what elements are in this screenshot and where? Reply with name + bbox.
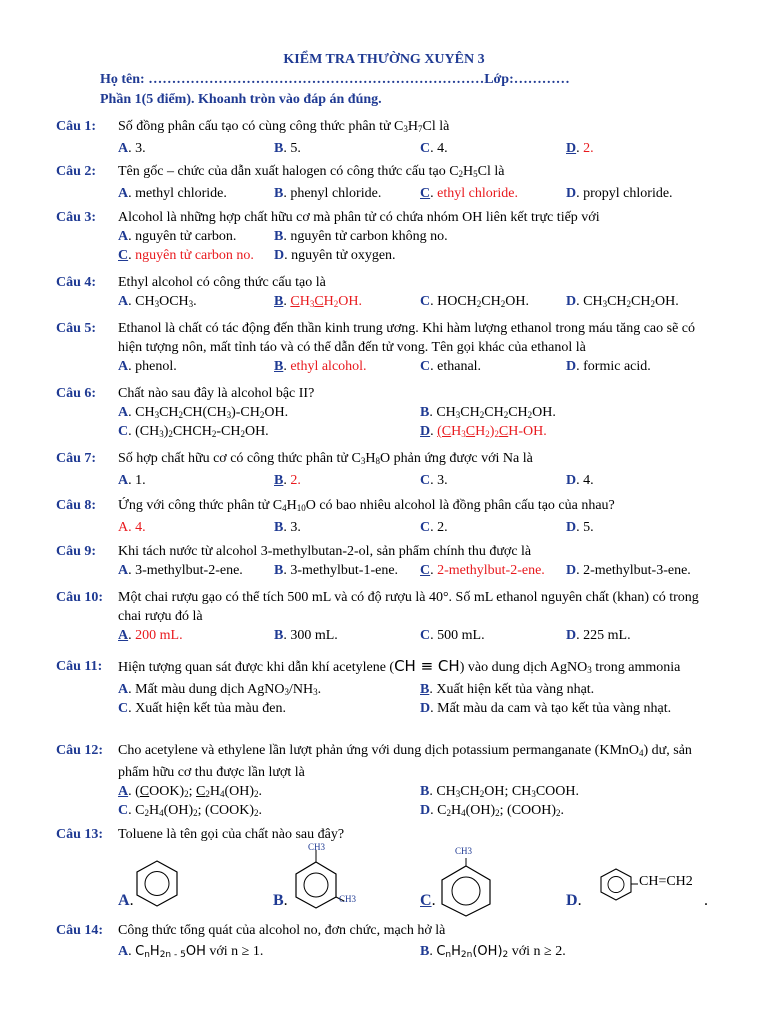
option-a-answer[interactable]: A. $(COOK)_2$; $C_2H_4(OH)_2$. — [118, 784, 263, 799]
option-a-answer[interactable]: A. 4. — [118, 520, 146, 535]
option-c[interactable]: C. $HOCH_2CH_2OH$. — [420, 294, 529, 309]
question-5: Câu 5: Ethanol là chất có tác động đến thần kinh trung ương. Khi hàm lượng ethanol trong máu tăng cao sẽ có hiện tượng nôn, mất tỉnh táo và có thể dẫn đến tử vong. Tên gọi khác của ethanol là A. phenol. B. ethyl alcohol. C. ethanal. D. formic acid. — [56, 319, 716, 376]
toluene-structure — [435, 856, 497, 918]
option-c[interactable]: C. 4. — [420, 141, 448, 156]
option-b-answer[interactable]: B. 2. — [274, 473, 301, 488]
option-d-answer[interactable]: D. $(CH_3CH_2)_2CH-OH$. — [420, 424, 547, 439]
option-d[interactable]: D. 4. — [566, 473, 594, 488]
option-a[interactable]: A. 3-methylbut-2-ene. — [118, 563, 243, 578]
option-d[interactable]: D. propyl chloride. — [566, 186, 673, 201]
question-1 — [56, 117, 716, 158]
option-b[interactable]: B. nguyên tử carbon không no. — [274, 229, 448, 244]
part-label: Phần 1 — [100, 92, 142, 107]
option-b[interactable]: B. $C_nH_{2n}(OH)_2$ với n ≥ 2. — [420, 944, 566, 960]
option-c-answer[interactable]: C. — [420, 892, 436, 909]
option-c[interactable]: C. 500 mL. — [420, 628, 485, 643]
option-a[interactable]: A. $CH_3OCH_3$. — [118, 294, 197, 309]
option-a[interactable]: A. — [118, 892, 134, 909]
question-text: Tên gốc – chức của dẫn xuất halogen có công thức cấu tạo $C_2H_5Cl$ là — [118, 164, 505, 179]
option-b[interactable]: B. $CH_3CH_2OH$; $CH_3COOH$. — [420, 784, 579, 799]
question-10: Câu 10: Một chai rượu gạo có thể tích 500 mL và có độ rượu là 40°. Số mL ethanol nguyên chất (khan) có trong chai rượu đó là A. 200 mL. B. 300 mL. C. 500 mL. D. 225 mL. — [56, 588, 716, 645]
question-text: Số đồng phân cấu tạo có cùng công thức phân tử $C_3H_7Cl$ là — [118, 119, 450, 134]
option-b-answer[interactable]: B. ethyl alcohol. — [274, 359, 367, 374]
option-c[interactable]: C. 2. — [420, 520, 448, 535]
option-d[interactable]: D. $CH_3CH_2CH_2OH$. — [566, 294, 679, 309]
methyl-label: CH3 — [339, 894, 357, 904]
option-d[interactable]: D. formic acid. — [566, 359, 651, 374]
option-d[interactable]: D. 2-methylbut-3-ene. — [566, 563, 691, 578]
question-text: Ethyl alcohol có công thức cấu tạo là — [118, 275, 326, 290]
question-text: Ethanol là chất có tác động đến thần kinh trung ương. Khi hàm lượng ethanol trong máu tăng cao sẽ có hiện tượng nôn, mất tỉnh táo và có thể dẫn đến tử vong. Tên gọi khác của ethanol là — [118, 321, 696, 355]
question-text: Số hợp chất hữu cơ có công thức phân tử $C_3H_8O$ phản ứng được với Na là — [118, 451, 533, 466]
question-2: Câu 2: Tên gốc – chức của dẫn xuất halogen có công thức cấu tạo $C_2H_5Cl$ là A. methyl chloride. B. phenyl chloride. C. ethyl chloride. D. propyl chloride. — [56, 162, 716, 203]
option-c[interactable]: C. $C_2H_4(OH)_2$; $(COOK)_2$. — [118, 803, 263, 818]
styrene-structure — [596, 867, 640, 901]
option-b[interactable]: B. 5. — [274, 141, 301, 156]
option-a[interactable]: A. $C_nH_{2n - 5}OH$ với n ≥ 1. — [118, 944, 264, 960]
option-a[interactable]: A. nguyên tử carbon. — [118, 229, 237, 244]
part-points: (5 điểm) — [141, 92, 192, 107]
question-text: Alcohol là những hợp chất hữu cơ mà phân tử có chứa nhóm OH liên kết trực tiếp với — [118, 210, 600, 225]
option-a[interactable]: A. methyl chloride. — [118, 186, 227, 201]
option-b[interactable]: B. phenyl chloride. — [274, 186, 382, 201]
option-b-answer[interactable]: B. $CH_3CH_2OH$. — [274, 294, 363, 309]
methyl-label: CH3 — [308, 842, 326, 852]
part-heading — [100, 92, 382, 108]
option-c[interactable]: C. ethanal. — [420, 359, 482, 374]
option-a[interactable]: A. phenol. — [118, 359, 177, 374]
option-a[interactable]: A. Mất màu dung dịch $AgNO_3/NH_3$. — [118, 682, 322, 697]
option-b-answer[interactable]: B. Xuất hiện kết tủa vàng nhạt. — [420, 682, 595, 697]
option-c-answer[interactable]: C. 2-methylbut-2-ene. — [420, 563, 545, 578]
exam-title: KIỂM TRA THƯỜNG XUYÊN 3 — [283, 52, 485, 67]
option-d[interactable]: D. — [566, 892, 582, 909]
option-c[interactable]: C. 3. — [420, 473, 448, 488]
option-c-answer[interactable]: C. ethyl chloride. — [420, 186, 518, 201]
acetylene-formula: CH ≡ CH — [394, 657, 460, 675]
question-4: Câu 4: Ethyl alcohol có công thức cấu tạo là A. $CH_3OCH_3$. B. $CH_3CH_2OH$. C. $HOCH_2CH_2OH$. D. $CH_3CH_2CH_2OH$. — [56, 273, 716, 311]
option-d[interactable]: D. nguyên tử oxygen. — [274, 248, 396, 263]
option-a-answer[interactable]: A. 200 mL. — [118, 628, 183, 643]
option-c[interactable]: C. $(CH_3)_2CHCH_2-CH_2OH$. — [118, 424, 269, 439]
question-text: Công thức tổng quát của alcohol no, đơn chức, mạch hở là — [118, 923, 446, 938]
question-text: Chất nào sau đây là alcohol bậc II? — [118, 386, 315, 401]
question-14: Câu 14: Công thức tổng quát của alcohol no, đơn chức, mạch hở là — [56, 921, 716, 940]
question-text: Toluene là tên gọi của chất nào sau đây? — [118, 827, 345, 842]
question-text: Hiện tượng quan sát được khi dẫn khí acetylene (CH ≡ CH) vào dung dịch AgNO$_3$ trong ammonia — [118, 657, 681, 675]
part-instruction: . Khoanh tròn vào đáp án đúng. — [191, 92, 382, 107]
question-13: Câu 13: Toluene là tên gọi của chất nào sau đây? — [56, 825, 716, 844]
option-a[interactable]: A. 3. — [118, 141, 146, 156]
question-text: Khi tách nước từ alcohol 3-methylbutan-2-ol, sản phẩm chính thu được là — [118, 544, 532, 559]
question-8: Câu 8: Ứng với công thức phân tử $C_4H_{10}O$ có bao nhiêu alcohol là đồng phân cấu tạo của nhau? A. 4. B. 3. C. 2. D. 5. — [56, 496, 716, 537]
vinyl-group-label: CH=CH2 — [639, 874, 693, 889]
option-a[interactable]: A. 1. — [118, 473, 146, 488]
question-7: Câu 7: Số hợp chất hữu cơ có công thức phân tử $C_3H_8O$ phản ứng được với Na là A. 1. B. 2. C. 3. D. 4. — [56, 449, 716, 490]
question-text: Một chai rượu gạo có thể tích 500 mL và có độ rượu là 40°. Số mL ethanol nguyên chất (khan) có trong chai rượu đó là — [118, 590, 699, 624]
question-12: Câu 12: Cho acetylene và ethylene lần lượt phản ứng với dung dịch potassium permanganate (KMnO$_4$) dư, sản phẩm hữu cơ thu được lần lượt là A. $(COOK)_2$; $C_2H_4(OH)_2$. B. $CH_3CH_2OH$; $CH_3COOH$. C. $C_2H_4(OH)_2$; $(COOK)_2$. D. $C_2H_4(OH)_2$; $(COOH)_2$. — [56, 741, 716, 820]
option-a[interactable]: A. $CH_3CH_2CH(CH_3)-CH_2OH$. — [118, 405, 289, 420]
name-class-line: Họ tên: ………………………………………………………………Lớp:………… — [100, 72, 570, 87]
question-9: Câu 9: Khi tách nước từ alcohol 3-methylbutan-2-ol, sản phẩm chính thu được là A. 3-methylbut-2-ene. B. 3-methylbut-1-ene. C. 2-methylbut-2-ene. D. 2-methylbut-3-ene. — [56, 542, 716, 580]
question-number: Câu 1: — [56, 119, 97, 134]
option-b[interactable]: B. — [273, 892, 288, 909]
question-text: Cho acetylene và ethylene lần lượt phản ứng với dung dịch potassium permanganate (KMnO$_4$) dư, sản phẩm hữu cơ thu được lần lượt là — [118, 743, 692, 780]
question-3: Câu 3: Alcohol là những hợp chất hữu cơ mà phân tử có chứa nhóm OH liên kết trực tiếp với A. nguyên tử carbon. B. nguyên tử carbon không no. C. nguyên tử carbon no. D. nguyên tử oxygen. — [56, 208, 716, 265]
benzene-structure — [132, 858, 182, 910]
option-c-answer[interactable]: C. nguyên tử carbon no. — [118, 248, 254, 263]
option-d[interactable]: D. 225 mL. — [566, 628, 631, 643]
question-6: Câu 6: Chất nào sau đây là alcohol bậc II? A. $CH_3CH_2CH(CH_3)-CH_2OH$. B. $CH_3CH_2CH_2CH_2OH$. C. $(CH_3)_2CHCH_2-CH_2OH$. D. $(CH_3CH_2)_2CH-OH$. — [56, 384, 716, 441]
option-d[interactable]: D. Mất màu da cam và tạo kết tủa vàng nhạt. — [420, 701, 672, 716]
option-b[interactable]: B. 3-methylbut-1-ene. — [274, 563, 399, 578]
methyl-label: CH3 — [455, 846, 473, 856]
option-d-answer[interactable]: D. 2. — [566, 141, 594, 156]
option-d[interactable]: D. 5. — [566, 520, 594, 535]
option-b[interactable]: B. 300 mL. — [274, 628, 338, 643]
question-text: Ứng với công thức phân tử $C_4H_{10}O$ có bao nhiêu alcohol là đồng phân cấu tạo của nhau? — [118, 498, 615, 513]
option-b[interactable]: B. 3. — [274, 520, 301, 535]
option-c[interactable]: C. Xuất hiện kết tủa màu đen. — [118, 701, 286, 716]
option-b[interactable]: B. $CH_3CH_2CH_2CH_2OH$. — [420, 405, 556, 420]
option-d[interactable]: D. $C_2H_4(OH)_2$; $(COOH)_2$. — [420, 803, 565, 818]
question-11: Câu 11: Hiện tượng quan sát được khi dẫn khí acetylene (CH ≡ CH) vào dung dịch AgNO$_3$ trong ammonia A. Mất màu dung dịch $AgNO_3/NH_3$. B. Xuất hiện kết tủa vàng nhạt. C. Xuất hiện kết tủa màu đen. D. Mất màu da cam và tạo kết tủa vàng nhạt. — [56, 657, 716, 718]
exam-page: KIỂM TRA THƯỜNG XUYÊN 3 Họ tên: ………………………………………………………………Lớp:………… Phần 1(5 điểm). Khoanh tròn vào đáp án đúng. Câu 1: Số đồng phân cấu tạo có cùng công thức phân tử $C_3H_7Cl$ là A. 3. B. 5. C. 4. D. 2. Câu 2: Tên gốc – chức của dẫn xuất halogen có công thức cấu tạo $C_2H_5Cl$ là A. methyl chloride. B. phenyl chloride. C. ethyl chloride. D. propyl chloride. Câu 3: Alcohol là những hợp chất hữu cơ mà phân tử có chứa nhóm OH liên kết trực tiếp với A. nguyên tử carbon. B. nguyên tử carbon không no. C. nguyên tử carbon no. D. nguyên tử oxygen. Câu 4: Ethyl alcohol có công thức cấu tạo là A. $CH_3OCH_3$. B. $CH_3CH_2OH$. C. $HOCH_2CH_2OH$. D. $CH_3CH_2CH_2OH$. Câu 5: Ethanol là chất có tác động đến thần kinh trung ương. Khi hàm lượng ethanol trong máu tăng cao sẽ có hiện tượng nôn, mất tỉnh táo và có thể dẫn đến tử vong. Tên gọi khác của ethanol là A. phenol. B. ethyl alcohol. C. ethanal. D. formic acid. Câu 6: Chất nào sau đây là alcohol bậc II? A. $CH_3CH_2CH(CH_3)-CH_2OH$. B. $CH_3CH_2CH_2CH_2OH$. C. $(CH_3)_2CHCH_2-CH_2OH$. D. $(CH_3CH_2)_2CH-OH$. Câu 7: Số hợp chất hữu cơ có công thức phân tử $C_3H_8O$ phản ứng được với Na là A. 1. B. 2. C. 3. D. 4. Câu 8: Ứng với công thức phân tử $C_4H_{10}O$ có bao nhiêu alcohol là đồng phân cấu tạo của nhau? A. 4. B. 3. C. 2. D. 5. Câu 9: Khi tách nước từ alcohol 3-methylbutan-2-ol, sản phẩm chính thu được là A. 3-methylbut-2-ene. B. 3-methylbut-1-ene. C. 2-methylbut-2-ene. D. 2-methylbut-3-ene. Câu 10: Một chai rượu gạo có thể tích 500 mL và có độ rượu là 40°. Số mL ethanol nguyên chất (khan) có trong chai rượu đó là A. 200 mL. B. 300 mL. C. 500 mL. D. 225 mL. Câu 11: Hiện tượng quan sát được khi dẫn khí acetylene (CH ≡ CH) vào dung dịch AgNO$_3$ trong ammonia A. Mất màu dung dịch $AgNO_3/NH_3$. B. Xuất hiện kết tủa vàng nhạt. C. Xuất hiện kết tủa màu đen. D. Mất màu da cam và tạo kết tủa vàng nhạt. Câu 12: Cho acetylene và ethylene lần lượt phản ứng với dung dịch potassium permanganate (KMnO$_4$) dư, sản phẩm hữu cơ thu được lần lượt là A. $(COOK)_2$; $C_2H_4(OH)_2$. B. $CH_3CH_2OH$; $CH_3COOH$. C. $C_2H_4(OH)_2$; $(COOK)_2$. D. $C_2H_4(OH)_2$; $(COOH)_2$. Câu 13: Toluene là tên gọi của chất nào sau đây? A. B. CH3 CH3 C. CH3 D. CH=CH2 . Câu 14: Công thức tổng quát của alcohol no, đơn chức, mạch hở là A. $C_nH_{2n - 5}OH$ với n ≥ 1. B. $C_nH_{2n}(OH)_2$ với n ≥ 2. — [0, 0, 768, 1024]
